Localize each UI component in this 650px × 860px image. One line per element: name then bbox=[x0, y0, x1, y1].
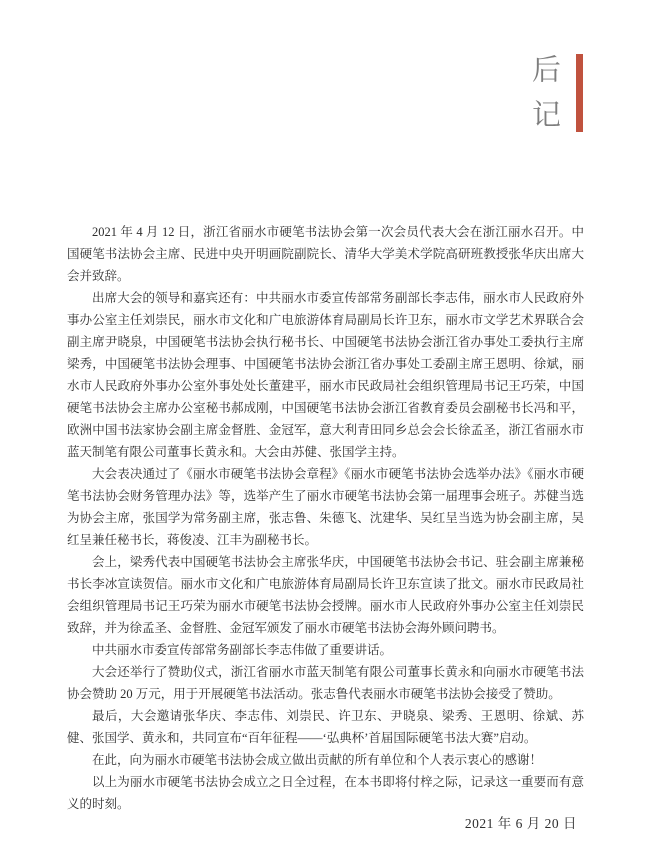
body-paragraph: 2021 年 4 月 12 日，浙江省丽水市硬笔书法协会第一次会员代表大会在浙江丽水召开。中国硬笔书法协会主席、民进中央开明画院副院长、清华大学美术学院高研班教授张华庆出席大会并致辞。 bbox=[67, 225, 584, 283]
body-paragraph: 中共丽水市委宣传部常务副部长李志伟做了重要讲话。 bbox=[92, 643, 393, 657]
page-title-block bbox=[529, 54, 583, 144]
body-paragraph: 大会还举行了赞助仪式，浙江省丽水市蓝天制笔有限公司董事长黄永和向丽水市硬笔书法协会赞助 20 万元，用于开展硬笔书法活动。张志鲁代表丽水市硬笔书法协会接受了赞助。 bbox=[67, 665, 584, 701]
body-paragraph: 会上，梁秀代表中国硬笔书法协会主席张华庆，中国硬笔书法协会书记、驻会副主席兼秘书长李冰宣读贺信。丽水市文化和广电旅游体育局副局长许卫东宣读了批文。丽水市民政局社会组织管理局书记王巧荣为丽水市硬笔书法协会授牌。丽水市人民政府外事办公室主任刘崇民致辞，并为徐孟圣、金督胜、金冠军颁发了丽水市硬笔书法协会海外顾问聘书。 bbox=[67, 555, 584, 635]
afterword-body bbox=[67, 221, 584, 815]
body-paragraph: 以上为丽水市硬笔书法协会成立之日全过程，在本书即将付梓之际，记录这一重要而有意义的时刻。 bbox=[67, 775, 584, 811]
date-line: 2021 年 6 月 20 日 bbox=[464, 816, 577, 831]
page-title: 后记 bbox=[528, 54, 560, 144]
body-paragraph: 出席大会的领导和嘉宾还有：中共丽水市委宣传部常务副部长李志伟，丽水市人民政府外事办公室主任刘崇民，丽水市文化和广电旅游体育局副局长许卫东，丽水市文学艺术界联合会副主席尹晓泉，中国硬笔书法协会执行秘书长、中国硬笔书法协会浙江省办事处工委执行主席梁秀，中国硬笔书法协会理事、中国硬笔书法协会浙江省办事处工委副主席王恩明、徐斌，丽水市人民政府外事办公室外事处处长董建平，丽水市民政局社会组织管理局书记王巧荣，中国硬笔书法协会主席办公室秘书郝成刚，中国硬笔书法协会浙江省教育委员会副秘书长冯和平，欧洲中国书法家协会副主席金督胜、金冠军，意大利青田同乡总会会长徐孟圣，浙江省丽水市蓝天制笔有限公司董事长黄永和。大会由苏健、张国学主持。 bbox=[67, 291, 584, 459]
title-accent-bar bbox=[576, 54, 583, 132]
body-paragraph: 大会表决通过了《丽水市硬笔书法协会章程》《丽水市硬笔书法协会选举办法》《丽水市硬笔书法协会财务管理办法》等，选举产生了丽水市硬笔书法协会第一届理事会班子。苏健当选为协会主席，张国学为常务副主席，张志鲁、朱德飞、沈建华、吴红呈当选为协会副主席，吴红呈兼任秘书长，蒋俊凌、江丰为副秘书长。 bbox=[67, 467, 584, 547]
body-paragraph: 在此，向为丽水市硬笔书法协会成立做出贡献的所有单位和个人表示衷心的感谢！ bbox=[92, 753, 543, 767]
body-paragraph: 最后，大会邀请张华庆、李志伟、刘崇民、许卫东、尹晓泉、梁秀、王恩明、徐斌、苏健、张国学、黄永和，共同宣布“百年征程——‘弘典杯’首届国际硬笔书法大赛”启动。 bbox=[67, 709, 584, 745]
